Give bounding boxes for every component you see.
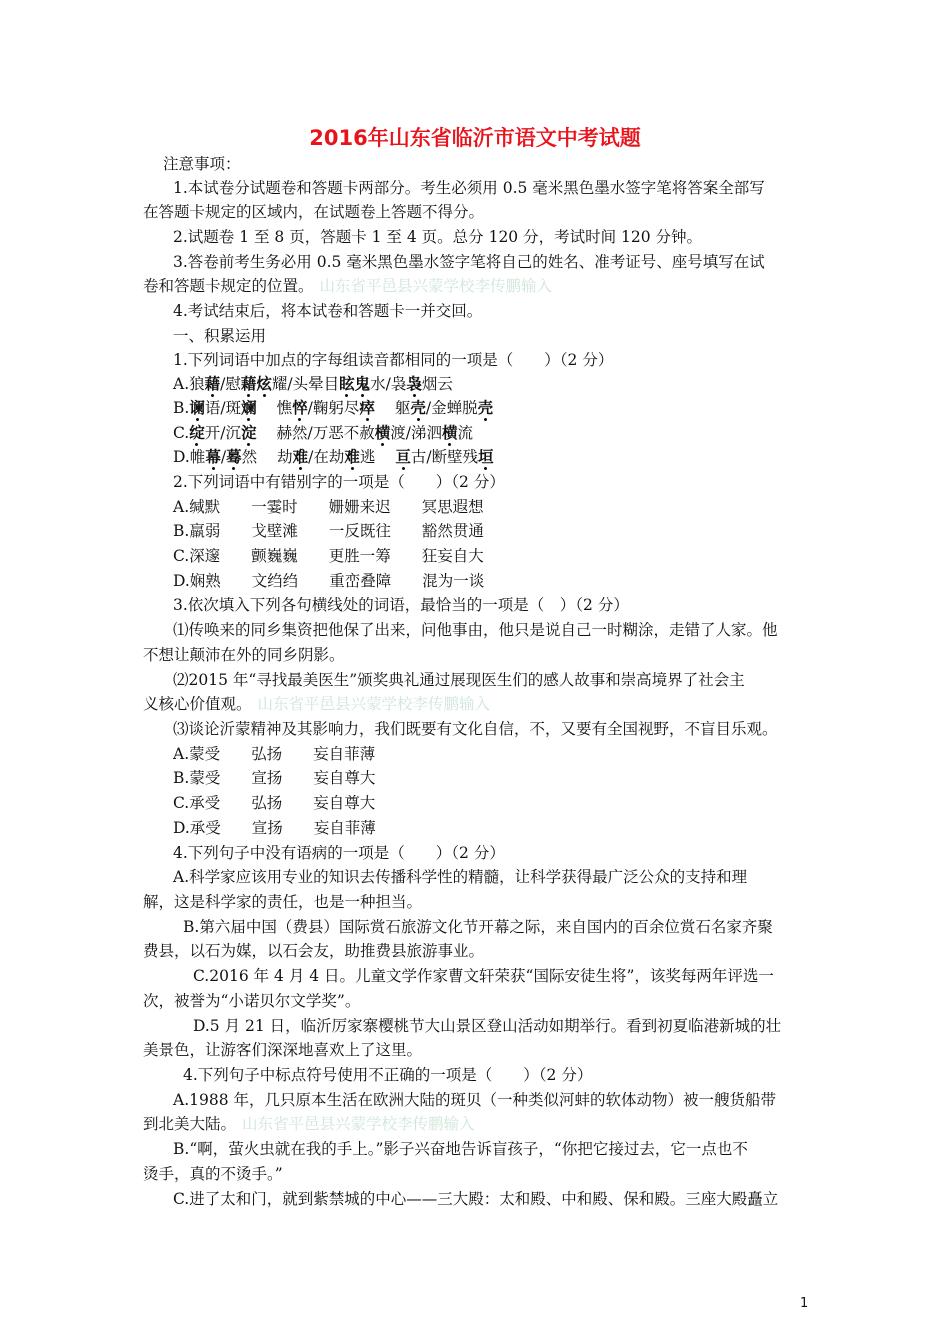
question-3-stem: 3.依次填入下列各句横线处的词语，最恰当的一项是（ ）（2 分）	[173, 596, 629, 614]
note-4: 4.考试结束后，将本试卷和答题卡一并交回。	[173, 302, 483, 320]
question-3-option-b: B.蒙受 宣扬 妄自尊大	[173, 769, 376, 787]
question-1-option-c: C.绽开/沉淀 赫然/万恶不赦横渡/涕泗横流	[173, 423, 474, 442]
question-1-option-d: D.帷幕/蓦然 劫难/在劫难逃 亘古/断壁残垣	[173, 447, 494, 466]
page-number: 1	[800, 1296, 809, 1311]
question-2-stem: 2.下列词语中有错别字的一项是（ ）（2 分）	[173, 473, 505, 491]
question-4-option-d-line-1: D.5 月 21 日，临沂厉家寨樱桃节大山景区登山活动如期举行。看到初夏临港新城的壮	[193, 1017, 782, 1035]
question-4-option-c-line-1: C.2016 年 4 月 4 日。儿童文学作家曹文轩荣获“国际安徒生将”，该奖每两年评选一	[193, 967, 774, 985]
question-2-option-c: C.深邃 颤巍巍 更胜一筹 狂妄自大	[173, 547, 484, 565]
question-1-stem: 1.下列词语中加点的字每组读音都相同的一项是（ ）（2 分）	[173, 351, 614, 369]
watermark: 山东省平邑县兴蒙学校李传鹏输入	[319, 277, 553, 295]
question-1-option-a: A.狼藉/慰藉炫耀/头晕目眩鬼水/袅袅烟云	[173, 374, 453, 393]
question-3-sentence-3: ⑶谈论沂蒙精神及其影响力，我们既要有文化自信，不，又要有全国视野，不盲目乐观。	[173, 720, 778, 738]
question-3-sentence-1-line-1: ⑴传唤来的同乡集资把他保了出来，问他事由，他只是说自己一时糊涂，走错了人家。他	[173, 621, 778, 639]
question-4-option-d-line-2: 美景色，让游客们深深地喜欢上了这里。	[143, 1041, 423, 1059]
question-4-stem: 4.下列句子中没有语病的一项是（ ）（2 分）	[173, 844, 505, 862]
question-3-option-a: A.蒙受 弘扬 妄自菲薄	[173, 745, 376, 763]
question-3-option-c: C.承受 弘扬 妄自尊大	[173, 794, 376, 812]
question-4-option-a-line-2: 解，这是科学家的责任，也是一种担当。	[143, 893, 423, 911]
question-3-sentence-2-line-1: ⑵2015 年“寻找最美医生”颁奖典礼通过展现医生们的感人故事和崇高境界了社会主	[173, 671, 745, 689]
question-5-stem: 4.下列句子中标点符号使用不正确的一项是（ ）（2 分）	[183, 1066, 593, 1084]
note-1-line-1: 1.本试卷分试题卷和答题卡两部分。考生必须用 0.5 毫米黑色墨水签字笔将答案全部写	[173, 179, 765, 197]
question-3-sentence-2-line-2: 义核心价值观。 山东省平邑县兴蒙学校李传鹏输入	[143, 695, 491, 713]
question-5-option-b-line-1: B.“啊，萤火虫就在我的手上。”影子兴奋地告诉盲孩子，“你把它接过去，它一点也不	[173, 1140, 748, 1158]
question-4-option-c-line-2: 次，被誉为“小诺贝尔文学奖”。	[143, 992, 361, 1010]
exam-title: 2016年山东省临沂市语文中考试题	[309, 126, 641, 150]
question-3-sentence-1-line-2: 不想让颠沛在外的同乡阴影。	[143, 646, 345, 664]
question-5-option-b-line-2: 烫手，真的不烫手。”	[143, 1165, 283, 1183]
question-3-option-d: D.承受 宣扬 妄自菲薄	[173, 819, 376, 837]
notes-heading: 注意事项：	[163, 155, 241, 173]
question-2-option-d: D.娴熟 文绉绉 重峦叠障 混为一谈	[173, 572, 485, 590]
question-5-option-a-line-1: A.1988 年，几只原本生活在欧洲大陆的斑贝（一种类似河蚌的软体动物）被一艘货船带	[173, 1091, 776, 1109]
question-2-option-a: A.缄默 一霎时 姗姗来迟 冥思遐想	[173, 498, 484, 516]
question-1-option-b: B.谰语/斑斓 憔悴/鞠躬尽瘁 躯壳/金蝉脱壳	[173, 398, 494, 417]
watermark: 山东省平邑县兴蒙学校李传鹏输入	[257, 695, 491, 713]
note-1-line-2: 在答题卡规定的区域内，在试题卷上答题不得分。	[143, 203, 485, 221]
note-3-line-1: 3.答卷前考生务必用 0.5 毫米黑色墨水签字笔将自己的姓名、准考证号、座号填写在试	[173, 253, 765, 271]
section-heading: 一、积累运用	[173, 327, 267, 345]
question-4-option-b-line-1: B.第六届中国（费县）国际赏石旅游文化节开幕之际，来自国内的百余位赏石名家齐聚	[183, 918, 773, 936]
question-4-option-a-line-1: A.科学家应该用专业的知识去传播科学性的精髓，让科学获得最广泛公众的支持和理	[173, 868, 748, 886]
note-2: 2.试题卷 1 至 8 页，答题卡 1 至 4 页。总分 120 分，考试时间 120 分钟。	[173, 228, 703, 246]
watermark: 山东省平邑县兴蒙学校李传鹏输入	[242, 1115, 475, 1133]
question-5-option-a-line-2: 到北美大陆。 山东省平邑县兴蒙学校李传鹏输入	[143, 1115, 475, 1133]
note-3-line-2: 卷和答题卡规定的位置。 山东省平邑县兴蒙学校李传鹏输入	[143, 277, 553, 295]
question-2-option-b: B.羸弱 戈壁滩 一反既往 豁然贯通	[173, 522, 484, 540]
question-5-option-c-line-1: C.进了太和门，就到紫禁城的中心——三大殿：太和殿、中和殿、保和殿。三座大殿矗立	[173, 1190, 779, 1208]
question-4-option-b-line-2: 费县，以石为媒，以石会友，助推费县旅游事业。	[143, 942, 485, 960]
